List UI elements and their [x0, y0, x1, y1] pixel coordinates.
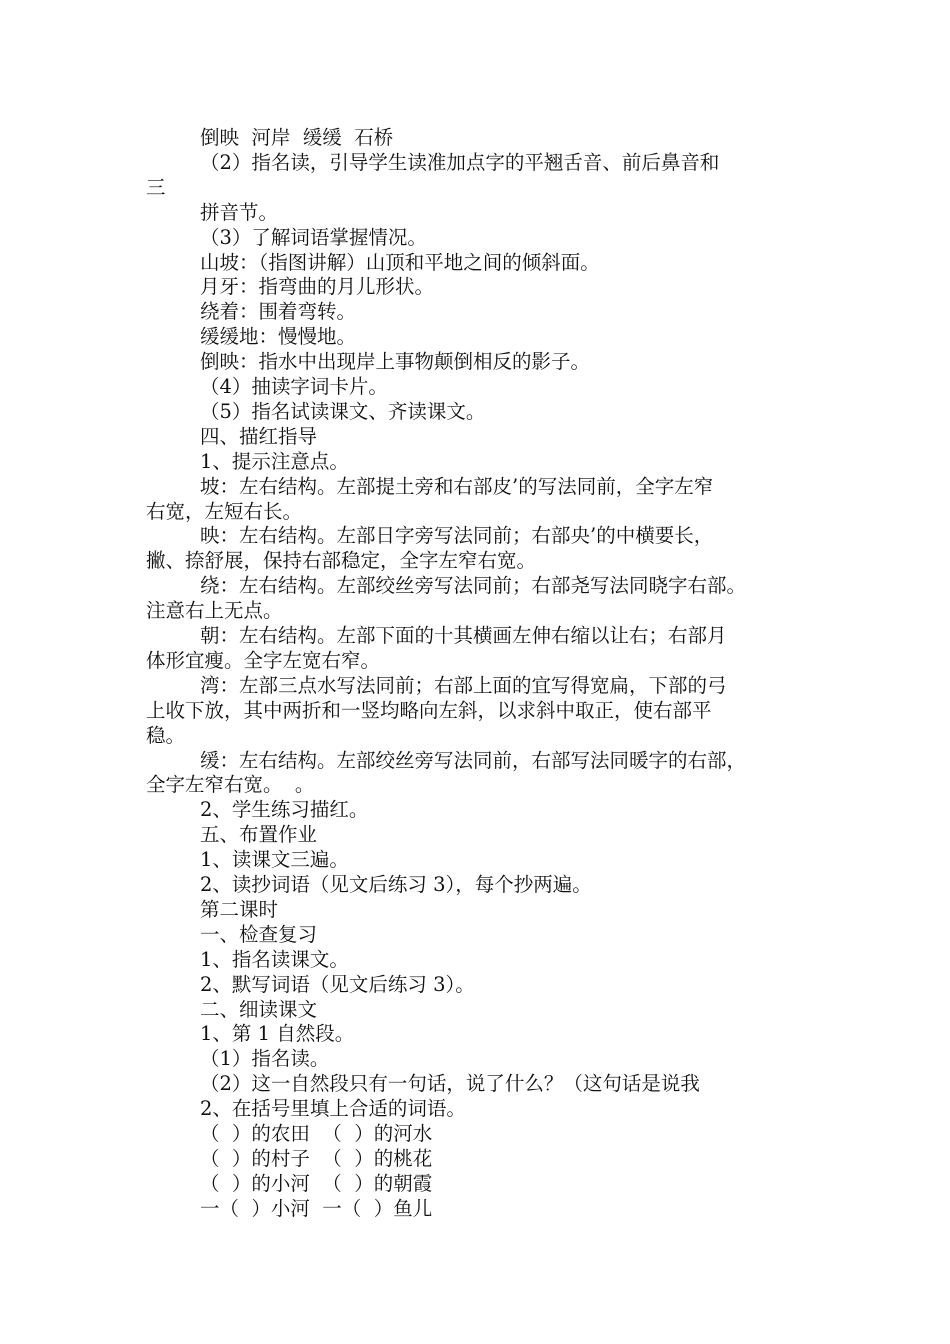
paragraph-line: （1）指名读。: [200, 1047, 330, 1071]
paragraph-line: 五、布置作业: [200, 823, 318, 847]
paragraph-line: 缓缓地：慢慢地。: [200, 325, 357, 349]
paragraph-line: 月牙：指弯曲的月儿形状。: [200, 275, 435, 299]
paragraph-line: 湾：左部三点水写法同前；右部上面的宜写得宽扁，下部的弓: [200, 673, 727, 697]
paragraph-continuation-line: 右宽，左短右长。: [146, 499, 303, 523]
paragraph-line: （5）指名试读课文、齐读课文。: [200, 399, 486, 423]
paragraph-continuation-line: 全字左窄右宽。 。: [146, 773, 315, 797]
paragraph-line: 朝：左右结构。左部下面的十其横画左伸右缩以让右；右部月: [200, 624, 727, 647]
paragraph-line: 2、默写词语（见文后练习 3）。: [200, 972, 475, 996]
paragraph-line: 绕着：围着弯转。: [200, 300, 357, 324]
paragraph-line: 1、指名读课文。: [200, 947, 349, 971]
paragraph-line: 2、学生练习描红。: [200, 798, 369, 822]
paragraph-line: 拼音节。: [200, 200, 279, 224]
paragraph-line: 2、读抄词语（见文后练习 3），每个抄两遍。: [200, 873, 592, 896]
paragraph-continuation-line: 体形宜瘦。全字左宽右窄。: [146, 648, 381, 672]
paragraph-line: 一（ ）小河 一（ ）鱼儿: [200, 1196, 433, 1220]
paragraph-continuation-line: 三: [146, 175, 166, 199]
paragraph-continuation-line: 撇、捺舒展，保持右部稳定，全字左窄右宽。: [146, 549, 537, 573]
paragraph-line: 倒映 河岸 缓缓 石桥: [200, 126, 394, 149]
paragraph-line: 二、细读课文: [200, 997, 318, 1021]
paragraph-line: （4）抽读字词卡片。: [200, 375, 388, 398]
paragraph-line: 绕：左右结构。左部绞丝旁写法同前；右部尧写法同晓字右部。: [200, 574, 747, 598]
paragraph-line: 1、提示注意点。: [200, 449, 349, 473]
paragraph-line: 1、读课文三遍。: [200, 848, 349, 872]
paragraph-continuation-line: 注意右上无点。: [146, 599, 283, 623]
paragraph-continuation-line: 上收下放，其中两折和一竖均略向左斜，以求斜中取正，使右部平: [146, 698, 712, 722]
paragraph-line: 山坡：（指图讲解）山顶和平地之间的倾斜面。: [200, 250, 600, 274]
paragraph-line: （2）指名读，引导学生读准加点字的平翘舌音、前后鼻音和: [200, 150, 720, 174]
paragraph-line: 坡：左右结构。左部提土旁和右部皮’的写法同前，全字左窄: [200, 474, 714, 498]
paragraph-line: （3）了解词语掌握情况。: [200, 225, 427, 249]
paragraph-line: 映：左右结构。左部日字旁写法同前；右部央’的中横要长，: [200, 524, 714, 548]
paragraph-line: 倒映：指水中出现岸上事物颠倒相反的影子。: [200, 350, 591, 374]
paragraph-line: （ ）的村子 （ ）的桃花: [200, 1146, 433, 1170]
paragraph-continuation-line: 稳。: [146, 723, 186, 747]
paragraph-line: （ ）的农田 （ ）的河水: [200, 1122, 433, 1145]
paragraph-line: 四、描红指导: [200, 424, 318, 448]
paragraph-line: （2）这一自然段只有一句话，说了什么？（这句话是说我: [200, 1072, 700, 1096]
paragraph-line: 一、检查复习: [200, 922, 318, 946]
paragraph-line: 缓：左右结构。左部绞丝旁写法同前，右部写法同暖字的右部，: [200, 748, 747, 772]
paragraph-line: 2、在括号里填上合适的词语。: [200, 1097, 466, 1121]
paragraph-line: 1、第 1 自然段。: [200, 1022, 355, 1046]
paragraph-line: （ ）的小河 （ ）的朝霞: [200, 1171, 433, 1195]
paragraph-line: 第二课时: [200, 897, 279, 921]
